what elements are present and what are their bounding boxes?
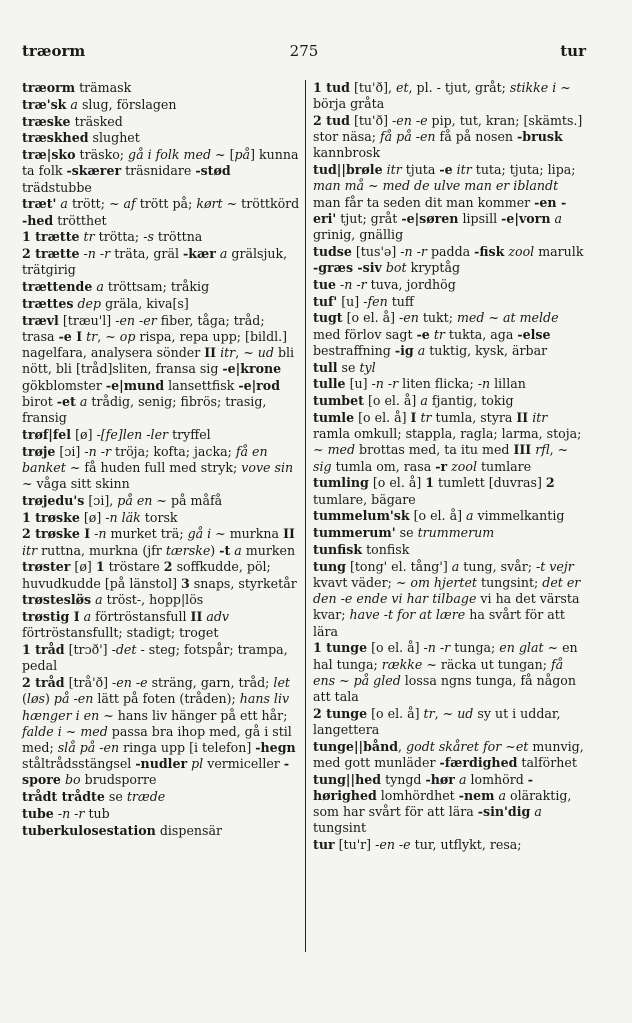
left-guide-word: træorm: [22, 42, 86, 60]
dictionary-entry: trøf|fel [ø] -[fe]len -ler tryffel: [22, 426, 211, 442]
dictionary-entry: tumbet [o el. å] a fjantig, tokig: [313, 393, 514, 409]
dictionary-entry: 2 trøske I -n murket trä; gå i ~ murkna II itr ruttna, murkna (jfr tærske) -t a murken: [22, 526, 296, 558]
dictionary-entry: tummelum'sk [o el. å] a vimmelkantig: [313, 508, 565, 524]
dictionary-entry: tudse [tus'ə] -n -r padda -fisk zool marulk -græs -siv bot kryptåg: [313, 243, 584, 276]
dictionary-entry: tud||brøle itr tjuta -e itr tuta; tjuta; lipa; man må ~ med de ulve man er iblandt man får ta seden dit man kommer -en -eri' tjut; gråt -e|søren lipsill -e|vorn a grinig, gnällig: [313, 162, 576, 243]
dictionary-entry: træ'sk a slug, förslagen: [22, 96, 177, 112]
dictionary-entry: tumle [o el. å] I tr tumla, styra II itr ramla omkull; stappla, ragla; larma, stoja; ~ med brottas med, ta itu med III rfl, ~ sig tumla om, rasa -r zool tumlare: [313, 410, 582, 474]
dictionary-entry: træ|sko träsko; gå i folk med ~ [på] kunna ta folk -skærer träsnidare -stød trädstubbe: [22, 147, 299, 195]
dictionary-entry: 1 tunge [o el. å] -n -r tunga; en glat ~ en hal tunga; række ~ räcka ut tungan; få ens ~ på gled lossa ngns tunga, få någon att tala: [313, 640, 578, 705]
right-guide-word: tur: [560, 42, 586, 60]
dictionary-entry: tung||hed tyngd -hør a lomhörd -hørighed lomhördhet -nem a oläraktig, som har svårt för att lära -sin'dig a tungsint: [313, 771, 572, 836]
dictionary-entry: tuf' [u] -fen tuff: [313, 293, 414, 309]
dictionary-entry: træskhed slughet: [22, 130, 140, 146]
dictionary-entry: 1 trøske [ø] -n läk torsk: [22, 509, 178, 525]
dictionary-entry: træt' a trött; ~ af trött på; kørt ~ tröttkörd -hed trötthet: [22, 196, 300, 228]
dictionary-entry: tur [tu'r] -en -e tur, utflykt, resa;: [313, 837, 522, 853]
dictionary-entry: trøster [ø] 1 tröstare 2 soffkudde, pöl; huvudkudde [på länstol] 3 snaps, styrketår: [22, 559, 297, 591]
dictionary-entry: 1 trætte tr trötta; -s tröttna: [22, 229, 203, 245]
dictionary-entry: trøjedu's [ɔi], på en ~ på måfå: [22, 492, 223, 508]
left-column: [22, 80, 300, 840]
page-header: [22, 42, 586, 64]
dictionary-entry: træorm trämask: [22, 80, 132, 95]
dictionary-entry: trøstig I a förtröstansfull II adv förtröstansfullt; stadigt; troget: [22, 609, 230, 641]
dictionary-entry: tugt [o el. å] -en tukt; med ~ at melde med förlov sagt -e tr tukta, aga -else bestraffning -ig a tuktig, kysk, ärbar: [313, 310, 559, 358]
dictionary-entry: trøje [ɔi] -n -r tröja; kofta; jacka; få en banket ~ få huden full med stryk; vove sin ~ våga sitt skinn: [22, 443, 294, 491]
dictionary-entry: tuberkulosestation dispensär: [22, 822, 223, 838]
column-divider: [305, 80, 306, 952]
dictionary-entry: tummerum' se trummerum: [313, 525, 495, 541]
dictionary-entry: trævl [træu'l] -en -er fiber, tåga; tråd; trasa -e I tr, ~ op rispa, repa upp; [bildl.] nagelfara, analysera sönder II itr, ~ ud bli nött, bli [tråd]sliten, fransa sig -e|krone gökblomster -e|mund lansettfisk -e|rod birot -et a trådig, senig; fibrös; trasig, fransig: [22, 312, 295, 425]
dictionary-entry: tube -n -r tub: [22, 806, 110, 821]
dictionary-entry: tung [tong' el. tång'] a tung, svår; -t vejr kvavt väder; ~ om hjertet tungsint; det er den -e ende vi har tilbage vi ha det värsta kvar; have -t for at lære ha svårt för att lära: [313, 558, 581, 639]
dictionary-entry: trættes dep gräla, kiva[s]: [22, 295, 189, 311]
dictionary-entry: 2 trætte -n -r träta, gräl -kær a grälsjuk, trätgirig: [22, 246, 288, 278]
dictionary-entry: trøsteslø̈s a tröst-, hopp|lös: [22, 592, 204, 608]
dictionary-entry: 1 tråd [trɔð'] -det - steg; fotspår; trampa, pedal: [22, 642, 288, 674]
dictionary-entry: 2 tud [tu'ð] -en -e pip, tut, kran; [skämts.] stor näsa; få på -en få på nosen -brusk kannbrosk: [313, 113, 583, 161]
page-number: 275: [289, 42, 319, 60]
dictionary-entry: tulle [u] -n -r liten flicka; -n lillan: [313, 376, 526, 392]
dictionary-entry: tumling [o el. å] 1 tumlett [duvras] 2 tumlare, bägare: [313, 475, 555, 507]
dictionary-entry: 1 tud [tu'ð], et, pl. - tjut, gråt; stikke i ~ börja gråta: [313, 80, 571, 112]
right-column: [313, 80, 588, 854]
dictionary-entry: trættende a tröttsam; tråkig: [22, 279, 210, 295]
dictionary-entry: træske träsked: [22, 113, 123, 129]
dictionary-entry: tunfisk tonfisk: [313, 542, 410, 557]
dictionary-entry: tue -n -r tuva, jordhög: [313, 276, 456, 292]
dictionary-entry: 2 tråd [trå'ð] -en -e sträng, garn, tråd; let (løs) på -en lätt på foten (tråden); hans liv hænger i en ~ hans liv hänger på ett hår; falde i ~ med passa bra ihop med, gå i stil med; slå på -en ringa upp [i telefon] -hegn ståltrådsstängsel -nudler pl vermiceller -spore bo brudsporre: [22, 675, 296, 788]
dictionary-entry: trådt trådte se træde: [22, 789, 166, 805]
dictionary-entry: tull se tyl: [313, 359, 376, 375]
dictionary-entry: tunge||bånd, godt skåret for ~et munvig, med gott munläder -færdighed talförhet: [313, 738, 584, 771]
dictionary-entry: 2 tunge [o el. å] tr, ~ ud sy ut i uddar, langettera: [313, 705, 561, 738]
